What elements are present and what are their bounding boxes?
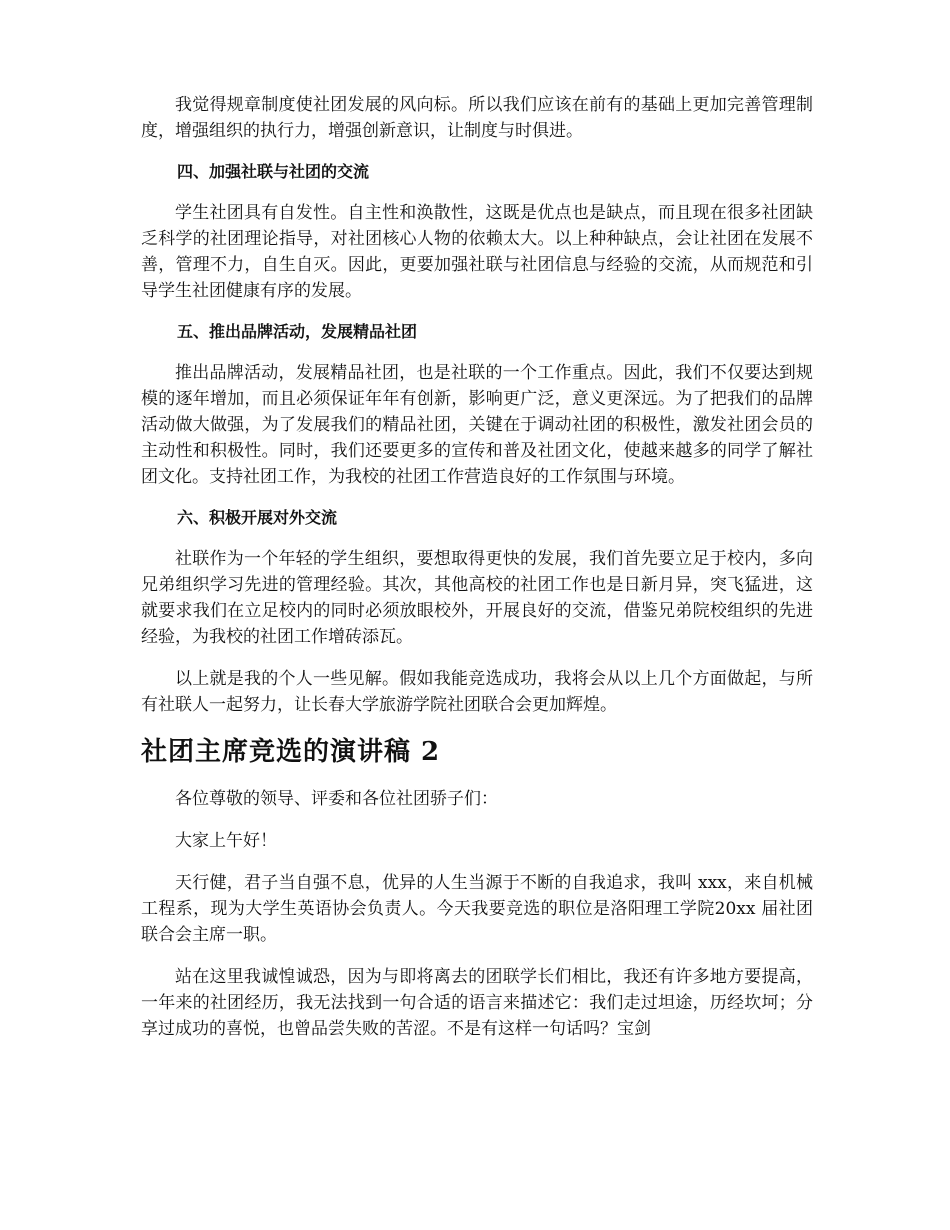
paragraph-external-exchange: 社联作为一个年轻的学生组织，要想取得更快的发展，我们首先要立足于校内，多向兄弟组织学习先进的管理经验。其次，其他高校的社团工作也是日新月异，突飞猛进，这就要求我们在立足校内的同时必须放眼校外，开展良好的交流，借鉴兄弟院校组织的先进经验，为我校的社团工作增砖添瓦。 [141, 549, 813, 647]
section-heading-6: 六、积极开展对外交流 [177, 508, 338, 527]
paragraph-brand-activities: 推出品牌活动，发展精品社团，也是社联的一个工作重点。因此，我们不仅要达到规模的逐年增加，而且必须保证年年有创新，影响更广泛，意义更深远。为了把我们的品牌活动做大做强，为了发展我们的精品社团，关键在于调动社团的积极性，激发社团会员的主动性和积极性。同时，我们还要更多的宣传和普及社团文化，使越来越多的同学了解社团文化。支持社团工作，为我校的社团工作营造良好的工作氛围与环境。 [141, 363, 813, 487]
section-heading-4: 四、加强社联与社团的交流 [177, 162, 370, 181]
document-page [141, 92, 813, 1058]
paragraph-exchange: 学生社团具有自发性。自主性和涣散性，这既是优点也是缺点，而且现在很多社团缺乏科学的社团理论指导，对社团核心人物的依赖太大。以上种种缺点，会让社团在发展不善，管理不力，自生自灭。因此，更要加强社联与社团信息与经验的交流，从而规范和引导学生社团健康有序的发展。 [141, 203, 813, 301]
paragraph-regulations: 我觉得规章制度使社团发展的风向标。所以我们应该在前有的基础上更加完善管理制度，增强组织的执行力，增强创新意识，让制度与时俱进。 [141, 95, 813, 141]
paragraph-conclusion: 以上就是我的个人一些见解。假如我能竞选成功，我将会从以上几个方面做起，与所有社联人一起努力，让长春大学旅游学院社团联合会更加辉煌。 [141, 669, 813, 715]
paragraph-reflection: 站在这里我诚惶诚恐，因为与即将离去的团联学长们相比，我还有许多地方要提高，一年来的社团经历，我无法找到一句合适的语言来描述它：我们走过坦途，历经坎坷；分享过成功的喜悦，也曾品尝失败的苦涩。不是有这样一句话吗？宝剑 [141, 967, 813, 1039]
paragraph-salutation: 各位尊敬的领导、评委和各位社团骄子们： [175, 789, 498, 809]
paragraph-self-introduction: 天行健，君子当自强不息，优异的人生当源于不断的自我追求，我叫 xxx，来自机械工程系，现为大学生英语协会负责人。今天我要竞选的职位是洛阳理工学院20xx 届社团联合会主席一职。 [141, 873, 813, 945]
paragraph-greeting: 大家上午好！ [175, 831, 277, 851]
speech-title: 社团主席竞选的演讲稿 2 [141, 737, 441, 767]
section-heading-5: 五、推出品牌活动，发展精品社团 [177, 322, 418, 341]
